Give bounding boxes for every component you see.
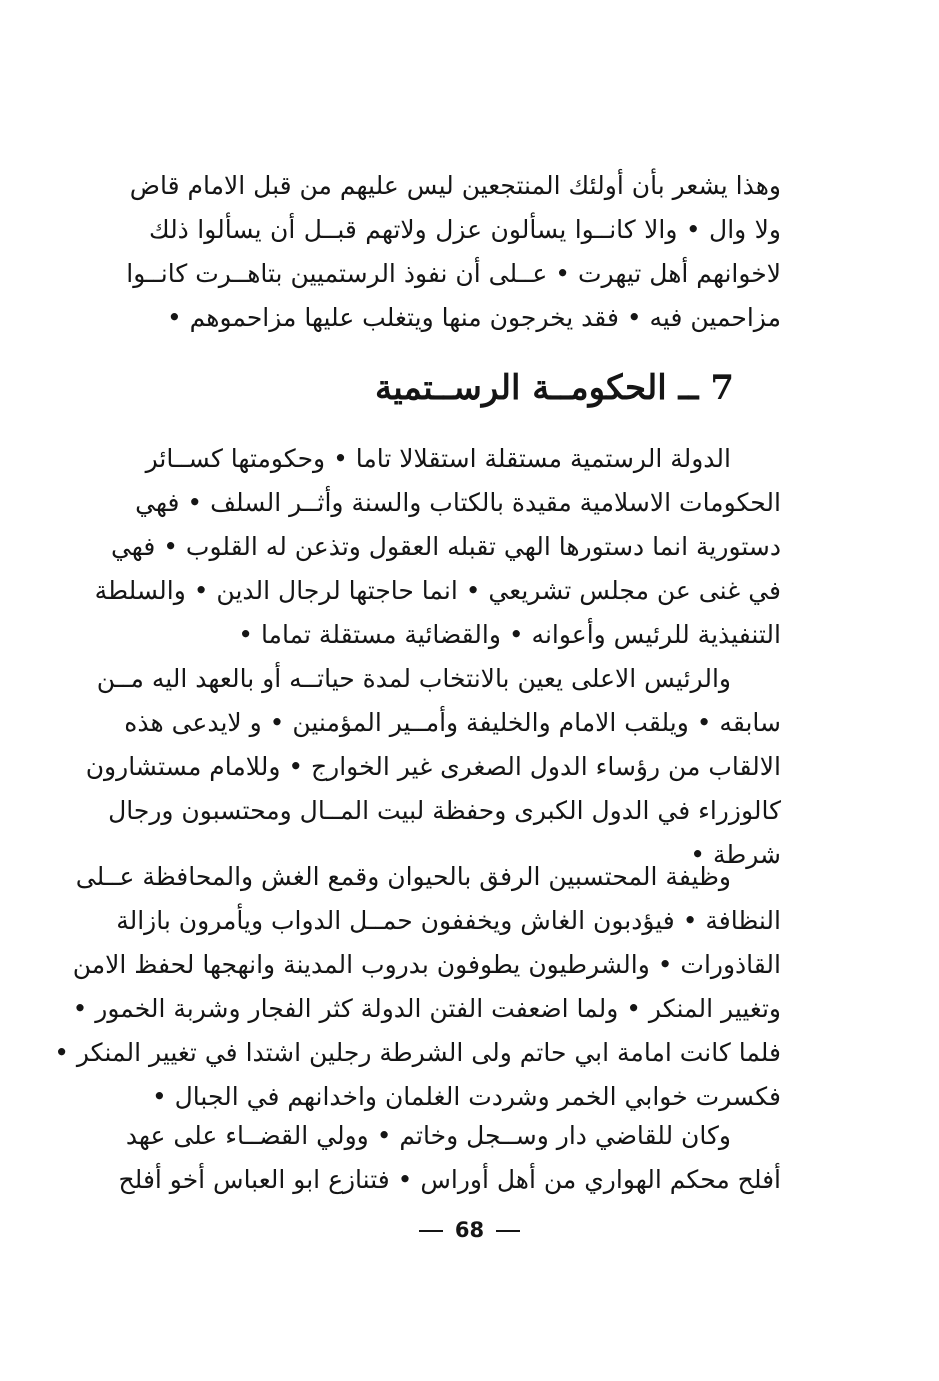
paragraph-line: فكسرت خوابي الخمر وشردت الغلمان واخدانهم في الجبال • [151,1082,781,1111]
paragraph-line: النظافة • فيؤدبون الغاش ويخففون حمــل الدواب ويأمرون بازالة [116,906,781,935]
paragraph-line: وتغيير المنكر • ولما اضعفت الفتن الدولة كثر الفجار وشربة الخمور • [72,994,781,1023]
paragraph-line: وظيفة المحتسبين الرفق بالحيوان وقمع الغش والمحافظة عــلى [75,862,731,891]
page-number: 68 [454,1218,485,1242]
paragraph-line: شرطة • [690,840,781,869]
page-number-footer [0,1218,939,1242]
intro-paragraph [126,164,781,340]
paragraph-line: لاخوانهم أهل تيهرت • عــلى أن نفوذ الرستميين بتاهــرت كانــوا [126,259,781,288]
paragraph-line: فلما كانت امامة ابي حاتم ولى الشرطة رجلين اشتدا في تغيير المنكر • [54,1038,781,1067]
paragraph-line: والرئيس الاعلى يعين بالانتخاب لمدة حياتــه أو بالعهد اليه مــن [96,664,731,693]
paragraph-state [94,437,781,657]
paragraph-line: وهذا يشعر بأن أولئك المنتجعين ليس عليهم من قبل الامام قاض [129,171,781,200]
paragraph-line: القاذورات • والشرطيون يطوفون بدروب المدينة وانهجها لحفظ الامن [72,950,781,979]
paragraph-muhtasib [54,855,781,1119]
paragraph-line: الدولة الرستمية مستقلة استقلالا تاما • وحكومتها كســائر [145,444,731,473]
paragraph-line: ولا وال • والا كانــوا يسألون عزل ولاتهم قبــل أن يسألوا ذلك [149,215,781,244]
paragraph-line: أفلح محكم الهواري من أهل أوراس • فتنازع ابو العباس أخو أفلح [118,1165,781,1194]
left-dash [419,1230,443,1232]
paragraph-line: كالوزراء في الدول الكبرى وحفظة لبيت المــال ومحتسبون ورجال [108,796,781,825]
paragraph-line: دستورية انما دستورها الهي تقبله العقول وتذعن له القلوب • فهي [110,532,781,561]
paragraph-line: التنفيذية للرئيس وأعوانه • والقضائية مستقلة تماما • [238,620,781,649]
right-dash [496,1230,520,1232]
paragraph-line: وكان للقاضي دار وســجل وخاتم • وولي القضــاء على عهد [125,1121,731,1150]
paragraph-judge [118,1114,781,1202]
paragraph-line: الحكومات الاسلامية مقيدة بالكتاب والسنة وأثــر السلف • فهي [135,488,781,517]
paragraph-line: مزاحمين فيه • فقد يخرجون منها ويتغلب عليها مزاحموهم • [166,303,781,332]
paragraph-line: في غنى عن مجلس تشريعي • انما حاجتها لرجال الدين • والسلطة [94,576,781,605]
paragraph-line: سابقه • ويلقب الامام والخليفة وأمــير المؤمنين • و لايدعى هذه [124,708,781,737]
section-heading: 7 ــ الحكومــة الرســتمية [375,368,734,408]
paragraph-line: الالقاب من رؤساء الدول الصغرى غير الخوارج • وللامام مستشارون [85,752,781,781]
